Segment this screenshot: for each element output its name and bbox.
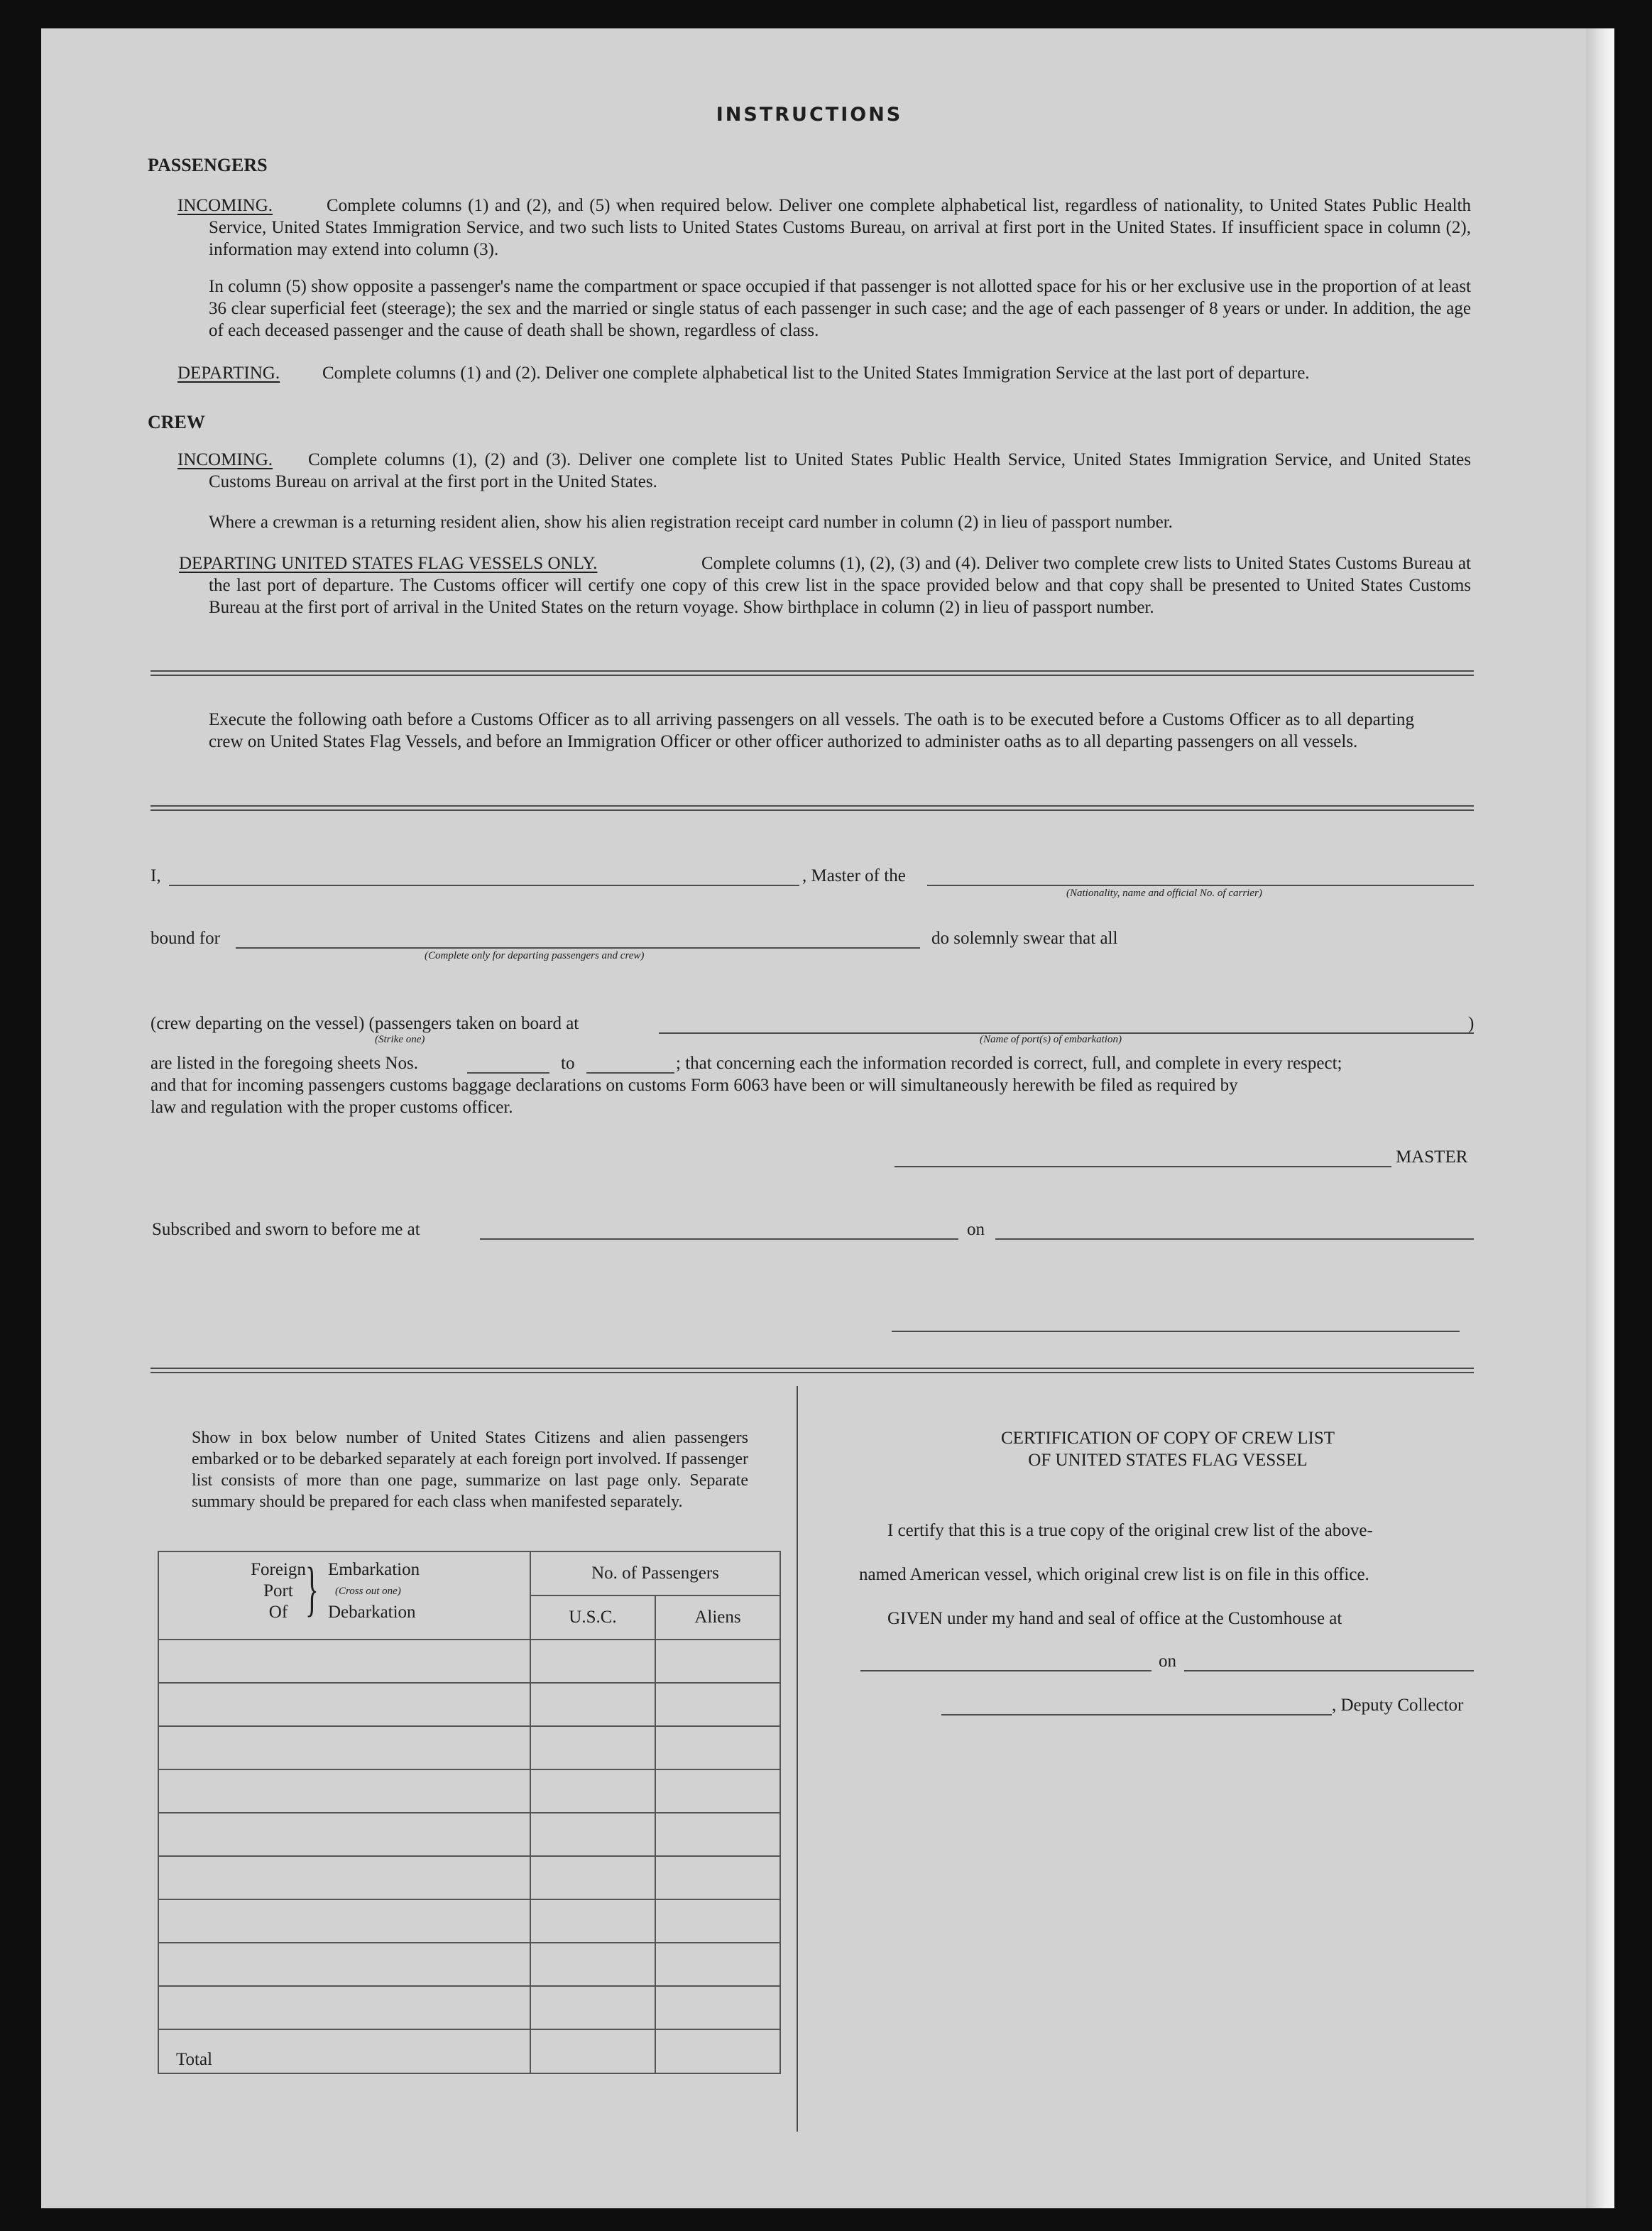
oath-close-paren: ) [1468,1014,1475,1033]
oath-listed-rest: ; that concerning each the information recorded is correct, full, and complete in every respect; [676,1054,1342,1073]
oath-master-of-the: , Master of the [802,866,906,885]
oath-instruction: Execute the following oath before a Customs Officer as to all arriving passengers on all vessels. The oath is to be executed before a Customs Officer as to all departing crew on United States Flag Vessels, and before an Immigration Officer or other officer authorized to administer oaths as to all departing passengers on all vessels. [209,710,1414,751]
passengers-departing-text: Complete columns (1) and (2). Deliver one complete alphabetical list to the United States Immigration Service at the last port of departure. [322,364,1310,383]
port-note: (Name of port(s) of embarkation) [980,1034,1122,1045]
divider [151,805,1474,811]
divider [151,1368,1474,1373]
total-label: Total [158,2029,530,2073]
oath-i-label: I, [151,866,161,885]
certification-line-2: named American vessel, which original crew list is on file in this office. [859,1565,1369,1584]
oath-line2: and that for incoming passengers customs baggage declarations on customs Form 6063 have been or will simultaneously herewith be filed as required by [151,1076,1238,1095]
divider [151,670,1474,676]
aliens-cell[interactable] [655,1943,780,1986]
aliens-cell[interactable] [655,1813,780,1856]
bound-note: (Complete only for departing passengers and crew) [425,950,645,961]
crew-departing-label: DEPARTING UNITED STATES FLAG VESSELS ONLY. [179,554,598,573]
carrier-field[interactable] [927,885,1474,886]
section-divider [797,1386,798,2132]
total-aliens-cell[interactable] [655,2029,780,2073]
officer-signature-field[interactable] [892,1331,1460,1332]
usc-cell[interactable] [530,1640,655,1683]
usc-cell[interactable] [530,1726,655,1769]
certification-heading-2: OF UNITED STATES FLAG VESSEL [1028,1451,1308,1470]
aliens-cell[interactable] [655,1899,780,1943]
deputy-signature-field[interactable] [941,1714,1332,1715]
sheet-from-field[interactable] [467,1072,549,1074]
port-cell[interactable] [158,1769,530,1813]
cross-out-note: (Cross out one) [335,1586,401,1597]
port-cell[interactable] [158,1943,530,1986]
crew-resident-text: Where a crewman is a returning resident alien, show his alien registration receipt card number in column (2) in lieu of passport number. [209,513,1173,532]
carrier-note: (Nationality, name and official No. of carrier) [1066,888,1262,899]
port-cell[interactable] [158,1726,530,1769]
oath-line3: law and regulation with the proper customs officer. [151,1098,513,1117]
certification-date-field[interactable] [1184,1670,1474,1671]
aliens-cell[interactable] [655,1769,780,1813]
aliens-cell[interactable] [655,1856,780,1899]
page-title: INSTRUCTIONS [716,104,903,126]
crew-heading: CREW [148,412,205,432]
sworn-date-field[interactable] [995,1238,1474,1240]
port-cell[interactable] [158,1813,530,1856]
usc-cell[interactable] [530,1813,655,1856]
port-header-cell: Foreign Port Of } Embarkation (Cross out one) Debarkation [158,1551,530,1640]
usc-header: U.S.C. [530,1595,655,1640]
master-name-field[interactable] [169,885,799,886]
passenger-summary-table [158,1551,781,2074]
port-cell[interactable] [158,1683,530,1726]
strike-one-note: (Strike one) [375,1034,425,1045]
foreign-label: Foreign [251,1560,306,1579]
oath-bound-for: bound for [151,929,220,948]
aliens-cell[interactable] [655,1683,780,1726]
passengers-column5-text: In column (5) show opposite a passenger's name the compartment or space occupied if that passenger is not allotted space for his or her exclusive use in the proportion of at least 36 clear superficial feet (steerage); the sex and the married or single status of each passenger in such case; and the age of each passenger of 8 years or under. In addition, the age of each deceased passenger and the cause of death shall be shown, regardless of class. [209,277,1471,340]
usc-cell[interactable] [530,1683,655,1726]
aliens-header: Aliens [655,1595,780,1640]
oath-crew-departing: (crew departing on the vessel) (passengers taken on board at [151,1014,579,1033]
page-edge [1586,28,1614,2208]
no-of-passengers-header: No. of Passengers [530,1551,780,1595]
usc-cell[interactable] [530,1899,655,1943]
passengers-incoming-text: Complete columns (1) and (2), and (5) when required below. Deliver one complete alphabetical list, regardless of nationality, to United States Public Health Service, United States Immigration Service, and two such lists to United States Customs Bureau, on arrival at first port in the United States. If insufficient space in column (2), information may extend into column (3). [209,196,1471,259]
port-cell[interactable] [158,1856,530,1899]
aliens-cell[interactable] [655,1986,780,2029]
summary-instruction: Show in box below number of United States Citizens and alien passengers embarked or to be debarked separately at each foreign port involved. If passenger list consists of more than one page, summarize on last page only. Separate summary should be prepared for each class when manifested separately. [192,1429,748,1511]
total-usc-cell[interactable] [530,2029,655,2073]
crew-incoming-text: Complete columns (1), (2) and (3). Deliver one complete list to United States Public Health Service, United States Immigration Service, and United States Customs Bureau on arrival at the first port in the United States. [209,450,1471,491]
certification-on: on [1159,1652,1176,1671]
oath-subscribed: Subscribed and sworn to before me at [152,1220,420,1239]
debarkation-label: Debarkation [328,1603,416,1622]
oath-on: on [967,1220,985,1239]
port-cell[interactable] [158,1899,530,1943]
passengers-departing-label: DEPARTING. [177,364,280,383]
usc-cell[interactable] [530,1943,655,1986]
port-label: Port [263,1581,293,1600]
master-label: MASTER [1396,1147,1468,1167]
usc-cell[interactable] [530,1986,655,2029]
bound-for-field[interactable] [236,947,920,949]
passengers-heading: PASSENGERS [148,155,268,175]
oath-to: to [561,1054,575,1073]
certification-heading-1: CERTIFICATION OF COPY OF CREW LIST [1000,1429,1335,1448]
aliens-cell[interactable] [655,1726,780,1769]
deputy-collector-label: , Deputy Collector [1332,1696,1464,1715]
crew-departing-text: Complete columns (1), (2), (3) and (4). Deliver two complete crew lists to United States Customs Bureau at the last port of departure. The Customs officer will certify one copy of this crew list in the space provided below and that copy shall be presented to United States Customs Bureau at the first port of arrival in the United States on the return voyage. Show birthplace in column (2) in lieu of passport number. [209,554,1471,617]
port-cell[interactable] [158,1986,530,2029]
usc-cell[interactable] [530,1769,655,1813]
embarkation-label: Embarkation [328,1560,420,1579]
sworn-place-field[interactable] [480,1238,958,1240]
oath-listed-prefix: are listed in the foregoing sheets Nos. [151,1054,418,1073]
oath-swear: do solemnly swear that all [931,929,1118,948]
certification-line-1: I certify that this is a true copy of the original crew list of the above- [887,1521,1373,1540]
sheet-to-field[interactable] [586,1072,674,1074]
port-cell[interactable] [158,1640,530,1683]
of-label: Of [268,1603,288,1622]
crew-incoming-label: INCOMING. [177,450,273,469]
certification-line-3: GIVEN under my hand and seal of office at the Customhouse at [887,1609,1342,1628]
customhouse-field[interactable] [860,1670,1152,1671]
aliens-cell[interactable] [655,1640,780,1683]
passengers-incoming-label: INCOMING. [177,196,273,215]
usc-cell[interactable] [530,1856,655,1899]
master-signature-field[interactable] [895,1166,1391,1167]
